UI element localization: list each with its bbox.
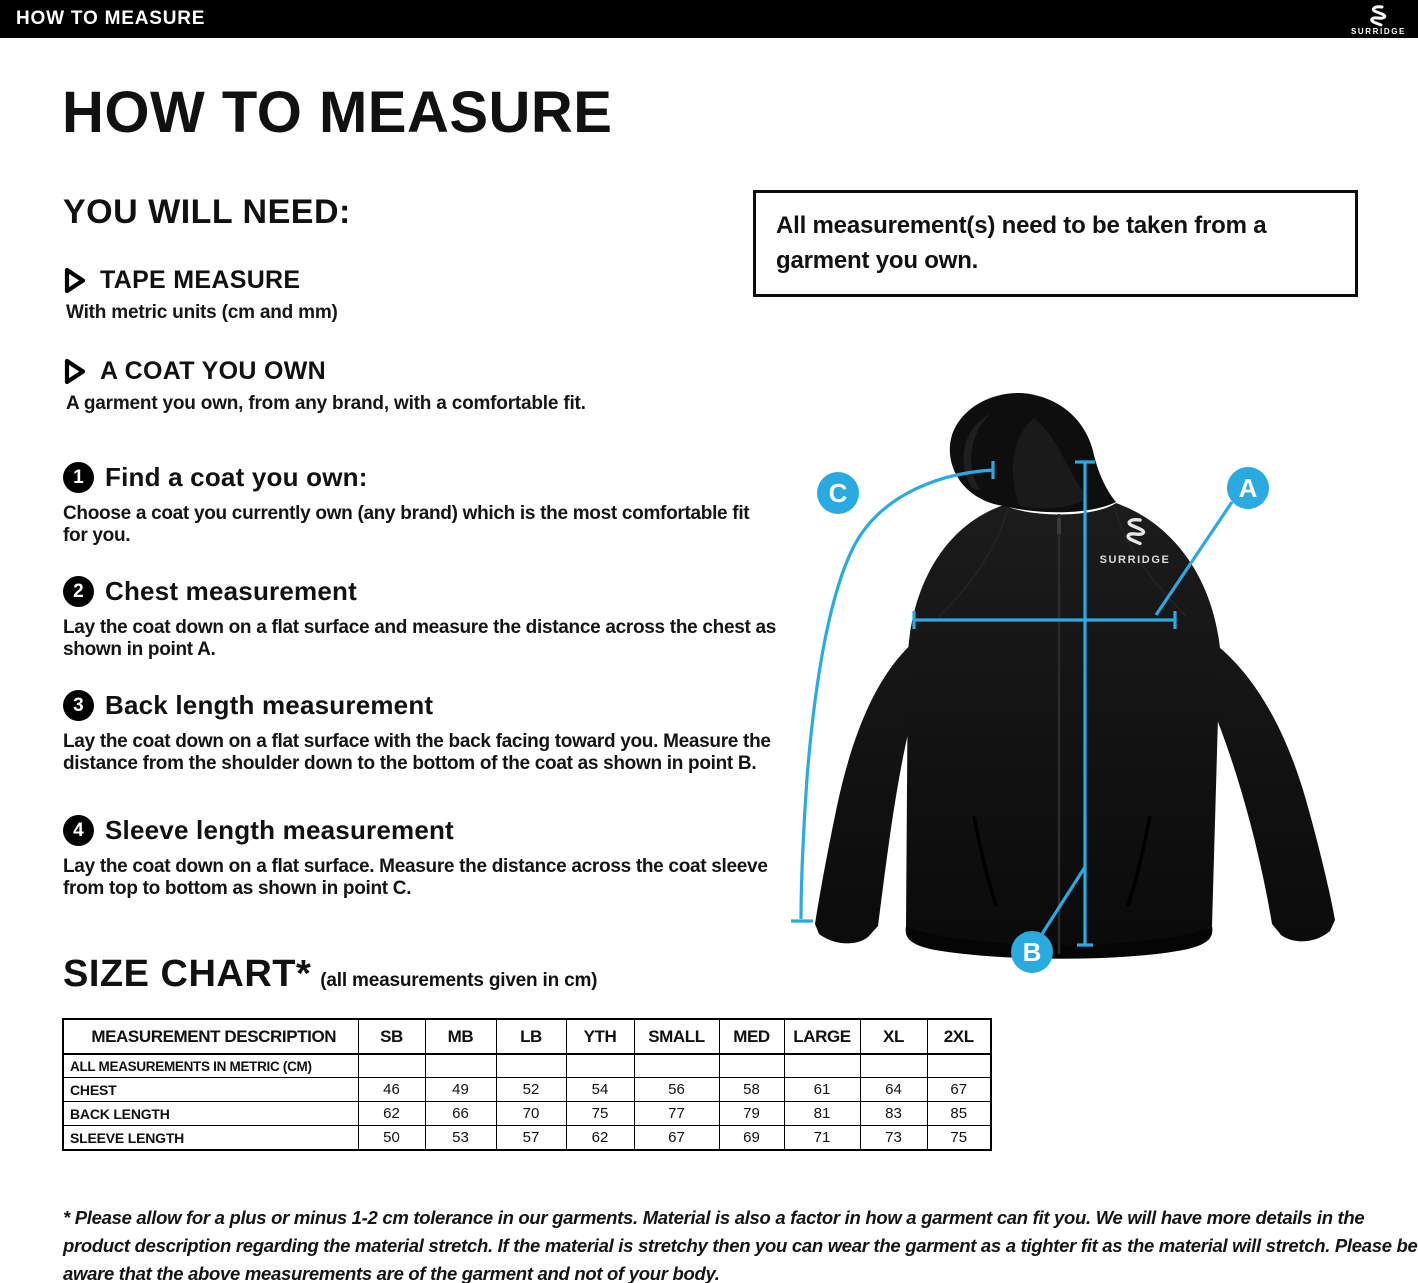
need-item-tape-measure xyxy=(63,266,300,295)
row-label: SLEEVE LENGTH xyxy=(63,1126,358,1151)
need-item-description: A garment you own, from any brand, with a comfortable fit. xyxy=(66,393,586,414)
table-cell: 85 xyxy=(927,1102,991,1126)
table-row xyxy=(63,1126,991,1151)
table-cell: 75 xyxy=(566,1102,634,1126)
table-cell: 54 xyxy=(566,1078,634,1102)
table-row xyxy=(63,1102,991,1126)
table-cell: 69 xyxy=(719,1126,784,1151)
column-header: SMALL xyxy=(634,1019,719,1054)
need-item-label: A COAT YOU OWN xyxy=(100,357,326,385)
point-c-label: C xyxy=(828,478,848,508)
table-cell: 58 xyxy=(719,1078,784,1102)
header-bar xyxy=(0,0,1418,38)
surridge-wordmark: SURRIDGE xyxy=(1350,26,1406,36)
table-cell: 81 xyxy=(784,1102,860,1126)
table-cell: 53 xyxy=(425,1126,496,1151)
table-cell: 49 xyxy=(425,1078,496,1102)
table-cell: 73 xyxy=(860,1126,927,1151)
column-header: SB xyxy=(358,1019,425,1054)
point-a-label: A xyxy=(1238,473,1258,503)
table-cell: 70 xyxy=(496,1102,566,1126)
row-label: BACK LENGTH xyxy=(63,1102,358,1126)
table-cell: 77 xyxy=(634,1102,719,1126)
table-cell: 50 xyxy=(358,1126,425,1151)
step-1-title: Find a coat you own: xyxy=(105,462,368,492)
table-cell: 83 xyxy=(860,1102,927,1126)
step-3-heading xyxy=(63,690,433,721)
column-header: MB xyxy=(425,1019,496,1054)
surridge-s-icon xyxy=(1366,5,1390,27)
table-cell: 67 xyxy=(927,1078,991,1102)
table-cell: 57 xyxy=(496,1126,566,1151)
step-2-body: Lay the coat down on a flat surface and measure the distance across the chest as shown in point A. xyxy=(63,617,777,660)
step-4-title: Sleeve length measurement xyxy=(105,815,454,845)
size-chart-table xyxy=(62,1018,992,1151)
page-title: HOW TO MEASURE xyxy=(62,80,613,145)
table-cell: 75 xyxy=(927,1126,991,1151)
measurement-notice-box: All measurement(s) need to be taken from a garment you own. xyxy=(753,190,1358,297)
column-header: LB xyxy=(496,1019,566,1054)
header-title: HOW TO MEASURE xyxy=(16,8,206,29)
surridge-logo xyxy=(1351,5,1406,36)
point-b-label: B xyxy=(1022,937,1042,967)
you-will-need-heading: YOU WILL NEED: xyxy=(63,193,351,231)
table-cell: 79 xyxy=(719,1102,784,1126)
table-cell: 67 xyxy=(634,1126,719,1151)
step-2-heading xyxy=(63,576,357,607)
step-2-title: Chest measurement xyxy=(105,576,357,606)
step-1-number-badge: 1 xyxy=(63,462,94,493)
step-3-body: Lay the coat down on a flat surface with the back facing toward you. Measure the distance from the shoulder down to the bottom of the coat as shown in point B. xyxy=(63,731,771,774)
size-chart-title: SIZE CHART* xyxy=(63,953,312,995)
step-1-body: Choose a coat you currently own (any brand) which is the most comfortable fit for you. xyxy=(63,503,750,546)
step-2-number-badge: 2 xyxy=(63,576,94,607)
tolerance-footnote: * Please allow for a plus or minus 1-2 cm tolerance in our garments. Material is also a factor in how a garment can fit you. We will have more details in the product description regarding the material stretch. If the material is stretchy then you can wear the garment as a tighter fit as the material will stretch. Please be aware that the above measurements are of the garment and not of your body. xyxy=(63,1207,1418,1283)
size-chart-subtitle: (all measurements given in cm) xyxy=(320,970,598,991)
jacket-measurement-diagram xyxy=(758,378,1418,980)
table-cell: 61 xyxy=(784,1078,860,1102)
table-cell: 64 xyxy=(860,1078,927,1102)
table-cell: 56 xyxy=(634,1078,719,1102)
table-header-row xyxy=(63,1019,991,1054)
need-item-label: TAPE MEASURE xyxy=(100,266,301,294)
column-header: XL xyxy=(860,1019,927,1054)
column-header: LARGE xyxy=(784,1019,860,1054)
table-cell: 62 xyxy=(358,1102,425,1126)
table-cell: 62 xyxy=(566,1126,634,1151)
column-header: MED xyxy=(719,1019,784,1054)
table-cell: 71 xyxy=(784,1126,860,1151)
triangle-bullet-icon xyxy=(63,357,87,386)
step-1-heading xyxy=(63,462,368,493)
step-3-number-badge: 3 xyxy=(63,690,94,721)
column-header: YTH xyxy=(566,1019,634,1054)
step-4-heading xyxy=(63,815,454,846)
jacket-figure xyxy=(758,378,1418,980)
table-row xyxy=(63,1078,991,1102)
table-cell: 66 xyxy=(425,1102,496,1126)
metric-note-cell: ALL MEASUREMENTS IN METRIC (CM) xyxy=(63,1054,358,1078)
step-4-number-badge: 4 xyxy=(63,815,94,846)
need-item-description: With metric units (cm and mm) xyxy=(66,302,338,323)
triangle-bullet-icon xyxy=(63,266,87,295)
table-row xyxy=(63,1054,991,1078)
step-4-body: Lay the coat down on a flat surface. Measure the distance across the coat sleeve from top to bottom as shown in point C. xyxy=(63,856,768,899)
need-item-coat xyxy=(63,357,326,386)
column-header: 2XL xyxy=(927,1019,991,1054)
table-cell: 46 xyxy=(358,1078,425,1102)
svg-text:SURRIDGE: SURRIDGE xyxy=(1099,554,1171,566)
column-header: MEASUREMENT DESCRIPTION xyxy=(63,1019,358,1054)
row-label: CHEST xyxy=(63,1078,358,1102)
table-cell: 52 xyxy=(496,1078,566,1102)
step-3-title: Back length measurement xyxy=(105,690,434,720)
size-chart-heading xyxy=(63,953,597,996)
